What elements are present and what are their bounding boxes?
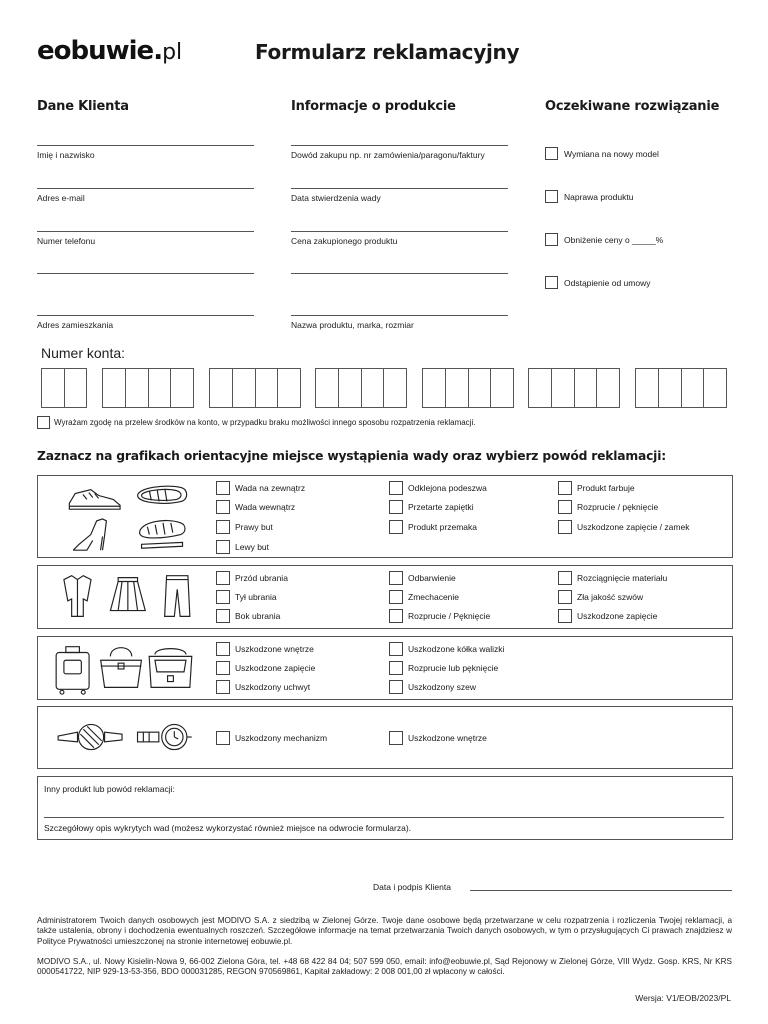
email-field[interactable]: [37, 188, 254, 203]
clothing-seams[interactable]: [558, 590, 643, 604]
option-label: Odbarwienie: [408, 573, 456, 583]
checkbox[interactable]: [216, 680, 230, 694]
checkbox[interactable]: [558, 520, 572, 534]
option-label: Rozciągnięcie materiału: [577, 573, 668, 583]
shoe-sole-icon: [138, 486, 187, 503]
checkbox[interactable]: [389, 661, 403, 675]
shoes-heel-worn[interactable]: [389, 500, 474, 514]
clothing-tear[interactable]: [389, 609, 490, 623]
bag-wheels[interactable]: [389, 642, 504, 656]
checkbox[interactable]: [389, 680, 403, 694]
other-reason-box[interactable]: [37, 776, 733, 840]
proof-of-purchase-label: Dowód zakupu np. nr zamówienia/paragonu/faktury: [291, 150, 485, 160]
clothing-discoloration[interactable]: [389, 571, 456, 585]
option-label: Wymiana na nowy model: [564, 148, 659, 159]
form-version: Wersja: V1/EOB/2023/PL: [635, 993, 731, 1003]
defect-date-label: Data stwierdzenia wady: [291, 193, 381, 203]
checkbox[interactable]: [389, 481, 403, 495]
handbag-icon: [101, 648, 142, 688]
clothing-fastener[interactable]: [558, 609, 657, 623]
shoes-right[interactable]: [216, 520, 273, 534]
address-field[interactable]: [37, 315, 254, 330]
bags-icons: [38, 637, 208, 699]
logo-main: eobuwie: [37, 36, 154, 66]
checkbox[interactable]: [558, 500, 572, 514]
option-label: Lewy but: [235, 542, 270, 552]
product-heading: Informacje o produkcie: [291, 99, 456, 114]
shirt-icon: [64, 576, 91, 617]
option-label: Uszkodzone wnętrze: [235, 644, 314, 654]
option-label: Rozprucie lub pęknięcie: [408, 663, 499, 673]
bag-interior[interactable]: [216, 642, 314, 656]
eobuwie-logo: [37, 36, 182, 66]
shoes-inside[interactable]: [216, 500, 295, 514]
defects-heading: Zaznacz na grafikach orientacyjne miejsce wystąpienia wady oraz wybierz powód reklamacji:: [37, 449, 666, 463]
defect-date-field[interactable]: [291, 188, 508, 203]
shoe-sole-side-icon: [140, 521, 185, 549]
account-group-7[interactable]: [635, 368, 727, 408]
shoes-dye[interactable]: [558, 481, 635, 495]
proof-of-purchase-field[interactable]: [291, 145, 508, 160]
name-field-label: Imię i nazwisko: [37, 150, 95, 160]
option-label: Uszkodzony mechanizm: [235, 733, 328, 743]
option-label: Uszkodzone kółka walizki: [408, 644, 505, 654]
suitcase-icon: [56, 647, 89, 694]
product-name-line-1[interactable]: [291, 273, 508, 313]
option-label: Rozprucie / Pęknięcie: [408, 611, 491, 621]
checkbox[interactable]: [216, 731, 230, 745]
account-number-label: Numer konta:: [41, 345, 126, 361]
shoes-sole-detached[interactable]: [389, 481, 487, 495]
checkbox[interactable]: [558, 609, 572, 623]
product-name-field[interactable]: [291, 315, 508, 330]
option-label: Zmechacenie: [408, 592, 460, 602]
option-label: Bok ubrania: [235, 611, 281, 621]
option-label: Uszkodzone zapięcie: [577, 611, 658, 621]
signature-line[interactable]: [470, 890, 732, 891]
skirt-icon: [110, 578, 145, 611]
checkbox[interactable]: [558, 481, 572, 495]
account-group-4[interactable]: [315, 368, 407, 408]
option-label: Zła jakość szwów: [577, 592, 644, 602]
option-repair[interactable]: [545, 190, 633, 203]
address-field-line-1[interactable]: [37, 273, 254, 313]
bag-tear[interactable]: [389, 661, 498, 675]
consent-text: Wyrażam zgodę na przelew środków na konto, w przypadku braku możliwości innego sposobu rozpatrzenia reklamacji.: [54, 418, 476, 427]
option-label: Przetarte zapiętki: [408, 502, 474, 512]
option-label: Wada wewnątrz: [235, 502, 296, 512]
shoes-outside[interactable]: [216, 481, 305, 495]
clothing-icons: [38, 566, 208, 628]
option-label: Naprawa produktu: [564, 191, 634, 202]
option-label: Wada na zewnątrz: [235, 483, 306, 493]
price-field[interactable]: [291, 231, 508, 246]
account-group-6[interactable]: [528, 368, 620, 408]
checkbox[interactable]: [389, 500, 403, 514]
account-group-2[interactable]: [102, 368, 194, 408]
checkbox[interactable]: [389, 571, 403, 585]
checkbox[interactable]: [216, 520, 230, 534]
privacy-notice: Administratorem Twoich danych osobowych jest MODIVO S.A. z siedzibą w Zielonej Górze. Twoje dane osobowe będą przetwarzane w celu rozpatrzenia i rozliczenia Twojej reklamacji, a także ustalenia, obrony i dochodzenia ewentualnych roszczeń. Szczegółowe informacje na temat przetwarzania Twoich danych osobowych, w tym o przysługujących Ci prawach znajdziesz w Polityce Prywatności umieszczonej na stronie internetowej eobuwie.pl.: [37, 916, 732, 946]
option-label: Odklejona podeszwa: [408, 483, 487, 493]
account-group-5[interactable]: [422, 368, 514, 408]
option-label: Odstąpienie od umowy: [564, 277, 651, 288]
address-field-label: Adres zamieszkania: [37, 320, 114, 330]
clothing-pilling[interactable]: [389, 590, 459, 604]
checkbox[interactable]: [558, 571, 572, 585]
transfer-consent[interactable]: [37, 416, 475, 429]
checkbox[interactable]: [545, 276, 558, 289]
shoes-fastener[interactable]: [558, 520, 689, 534]
price-label: Cena zakupionego produktu: [291, 236, 398, 246]
logo-dot: .: [153, 36, 163, 66]
option-label: Przód ubrania: [235, 573, 288, 583]
watch-front-icon: [138, 724, 192, 749]
watches-icons: [38, 707, 208, 768]
other-reason-label: Inny produkt lub powód reklamacji:: [44, 784, 175, 794]
account-group-3[interactable]: [209, 368, 301, 408]
option-label: Uszkodzone zapięcie: [235, 663, 316, 673]
checkbox[interactable]: [216, 642, 230, 656]
checkbox[interactable]: [216, 481, 230, 495]
clothing-box: [37, 565, 733, 629]
shoes-left[interactable]: [216, 540, 269, 554]
option-label: Rozprucie / pęknięcie: [577, 502, 659, 512]
checkbox[interactable]: [216, 609, 230, 623]
option-label: Uszkodzone wnętrze: [408, 733, 487, 743]
sneaker-icon: [69, 490, 120, 510]
option-withdrawal[interactable]: [545, 276, 650, 289]
checkbox[interactable]: [389, 642, 403, 656]
checkbox[interactable]: [558, 590, 572, 604]
watch-mechanism[interactable]: [216, 731, 327, 745]
checkbox[interactable]: [545, 147, 558, 160]
checkbox[interactable]: [545, 190, 558, 203]
checkbox[interactable]: [216, 500, 230, 514]
checkbox[interactable]: [389, 520, 403, 534]
email-field-label: Adres e-mail: [37, 193, 85, 203]
watch-interior[interactable]: [389, 731, 487, 745]
form-title: Formularz reklamacyjny: [255, 40, 520, 64]
clothing-front[interactable]: [216, 571, 288, 585]
high-heel-icon: [73, 519, 106, 550]
client-heading: Dane Klienta: [37, 99, 129, 114]
option-label: Uszkodzony uchwyt: [235, 682, 311, 692]
checkbox[interactable]: [389, 731, 403, 745]
option-label: Obniżenie ceny o _____%: [564, 234, 664, 245]
watch-side-icon: [58, 724, 122, 749]
checkbox[interactable]: [389, 609, 403, 623]
clothing-stretch[interactable]: [558, 571, 667, 585]
account-group-1[interactable]: [41, 368, 87, 408]
clothing-back[interactable]: [216, 590, 277, 604]
checkbox[interactable]: [216, 540, 230, 554]
checkbox[interactable]: [216, 661, 230, 675]
clothing-side[interactable]: [216, 609, 280, 623]
option-label: Tył ubrania: [235, 592, 277, 602]
watches-box: [37, 706, 733, 769]
signature-label: Data i podpis Klienta: [373, 882, 451, 892]
checkbox[interactable]: [216, 590, 230, 604]
option-price-reduction[interactable]: [545, 233, 663, 246]
resolution-heading: Oczekiwane rozwiązanie: [545, 99, 720, 114]
option-label: Produkt farbuje: [577, 483, 635, 493]
option-label: Prawy but: [235, 522, 273, 532]
open-bag-icon: [149, 649, 192, 688]
option-label: Produkt przemaka: [408, 522, 477, 532]
bag-seam[interactable]: [389, 680, 476, 694]
checkbox[interactable]: [389, 590, 403, 604]
shoes-box: [37, 475, 733, 558]
bag-handle[interactable]: [216, 680, 310, 694]
logo-tld: pl: [162, 40, 183, 65]
option-replacement[interactable]: [545, 147, 659, 160]
company-info: MODIVO S.A., ul. Nowy Kisielin-Nowa 9, 66-002 Zielona Góra, tel. +48 68 422 84 04; 507 599 050, email: info@eobuwie.pl, Sąd Rejonowy w Zielonej Górze, VIII Wydz. Gosp. KRS, Nr KRS 0000541722, NIP 929-13-53-356, BDO 000031285, REGON 970569861, Kapitał zakładowy: 2 008 001,00 zł wpłacony w całości.: [37, 957, 732, 977]
product-name-label: Nazwa produktu, marka, rozmiar: [291, 320, 414, 330]
option-label: Uszkodzone zapięcie / zamek: [577, 522, 690, 532]
checkbox[interactable]: [216, 571, 230, 585]
checkbox[interactable]: [545, 233, 558, 246]
description-label: Szczegółowy opis wykrytych wad (możesz wykorzystać również miejsce na odwrocie formularza).: [44, 823, 412, 833]
option-label: Uszkodzony szew: [408, 682, 477, 692]
shoes-icons: [38, 476, 208, 557]
shoes-leaking[interactable]: [389, 520, 477, 534]
other-reason-line[interactable]: [44, 817, 724, 818]
shoes-crack[interactable]: [558, 500, 658, 514]
bag-fastener[interactable]: [216, 661, 315, 675]
trousers-icon: [165, 576, 190, 617]
phone-field-label: Numer telefonu: [37, 236, 96, 246]
bags-box: [37, 636, 733, 700]
phone-field[interactable]: [37, 231, 254, 246]
name-field[interactable]: [37, 145, 254, 160]
checkbox[interactable]: [37, 416, 50, 429]
